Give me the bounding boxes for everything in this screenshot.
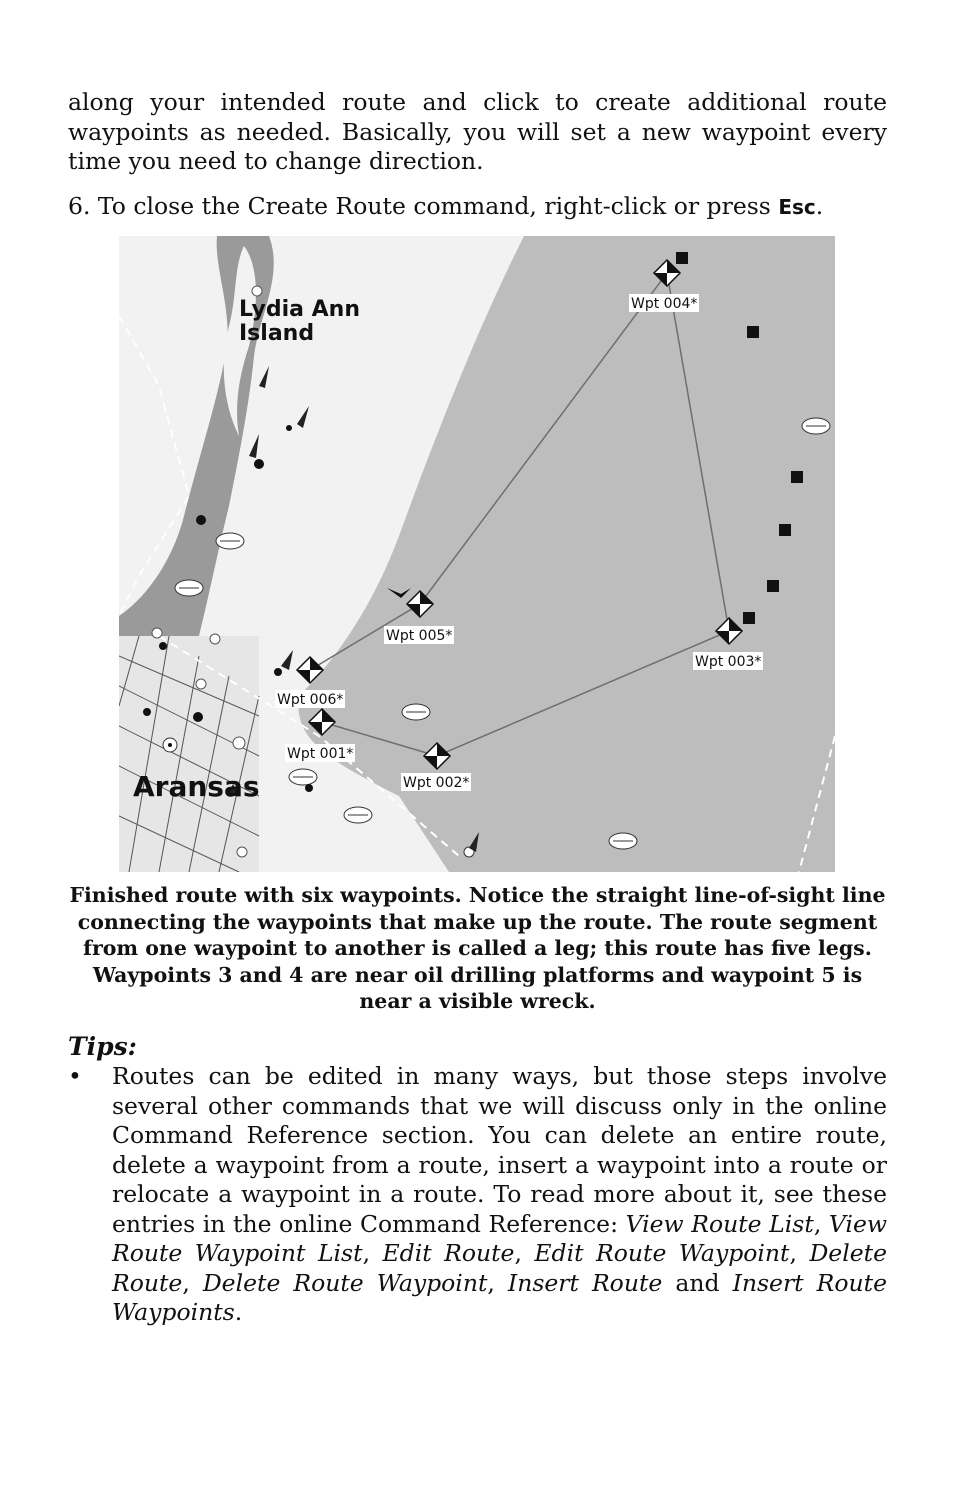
route-map [119, 236, 835, 872]
tips-text-fragment: , [362, 1239, 383, 1267]
tips-text-fragment: and [662, 1268, 733, 1297]
tips-text-fragment: . [234, 1298, 243, 1326]
waypoint-label: Wpt 002* [403, 775, 470, 791]
command-reference-entry: Delete Route Waypoint [202, 1268, 488, 1297]
tips-item [68, 1062, 887, 1328]
esc-key-label: Esc [778, 194, 816, 219]
tips-text-fragment: , [813, 1209, 829, 1238]
place-label-lydia-ann: Lydia Ann [239, 297, 361, 322]
tips-list [68, 1062, 887, 1328]
tips-title: Tips: [68, 1032, 137, 1061]
command-reference-entry: Edit Route Waypoint [534, 1239, 790, 1267]
tips-text-fragment: , [487, 1268, 508, 1297]
waypoint-label: Wpt 001* [287, 746, 354, 762]
waypoint-label: Wpt 006* [277, 692, 344, 708]
intro-paragraph: along your intended route and click to create additional route waypoints as needed. Basically, you will set a new waypoint every time you need to change direction. [68, 88, 887, 175]
figure-caption: Finished route with six waypoints. Notice the straight line-of-sight line connecting the waypoints that make up the route. The route segment from one waypoint to another is called a leg; this route has five legs. Waypoints 3 and 4 are near oil drilling platforms and waypoint 5 is near a visible wreck. [69, 883, 886, 1013]
command-reference-entry: Edit Route [382, 1239, 515, 1267]
step-6-text: 6. To close the Create Route command, right-click or press [68, 191, 779, 220]
waypoint-label: Wpt 003* [695, 654, 762, 670]
waypoint-label: Wpt 005* [386, 628, 453, 644]
place-label-island: Island [239, 321, 315, 346]
place-label-aransas: Aransas [133, 770, 260, 803]
tips-item-text [112, 1062, 887, 1326]
step-6-end: . [815, 191, 824, 220]
command-reference-entry: View Route List [625, 1209, 814, 1238]
command-reference-entry: Insert Route Waypoints [112, 1268, 887, 1326]
command-reference-entry: Delete Route [112, 1239, 887, 1297]
page-content [68, 88, 887, 1326]
tips-text-fragment: , [789, 1239, 810, 1267]
town-area [119, 636, 259, 872]
command-reference-entry: Insert Route [507, 1268, 663, 1297]
command-reference-entry: View Route Waypoint List [112, 1209, 887, 1267]
tips-text-fragment: , [514, 1239, 535, 1267]
tips-text-fragment: Routes can be edited in many ways, but those steps involve several other commands that we will discuss only in the online Command Reference section. You can delete an entire route, delete a waypoint from a route, insert a waypoint into a route or relocate a waypoint in a route. To read more about it, see these entries in the online Command Reference: [112, 1062, 887, 1238]
bullet-marker: • [68, 1062, 82, 1090]
waypoint-label: Wpt 004* [631, 296, 698, 312]
tips-text-fragment: , [182, 1268, 203, 1297]
step-6 [68, 192, 887, 223]
route-map-figure [119, 236, 835, 872]
